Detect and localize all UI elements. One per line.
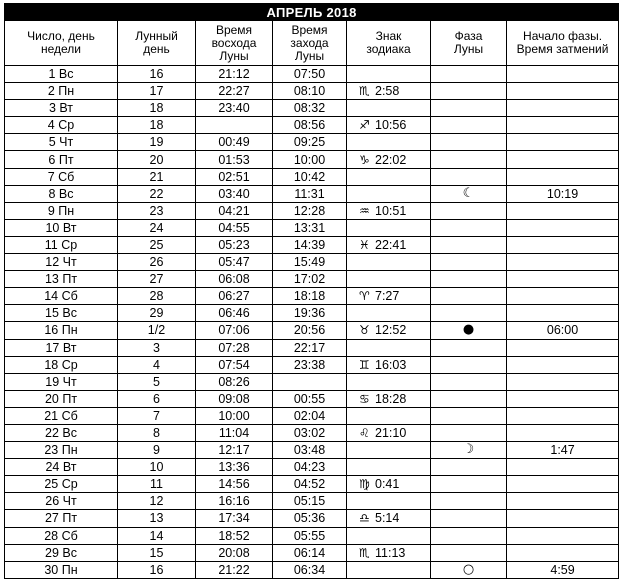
moonset-cell: 10:00	[273, 151, 347, 168]
header-zodiac	[347, 21, 431, 66]
moonset-cell: 08:56	[273, 117, 347, 134]
zodiac-sign-icon: ♌	[359, 426, 370, 441]
phase-time-cell	[507, 168, 619, 185]
zodiac-cell	[347, 168, 431, 185]
phase-time-cell	[507, 356, 619, 373]
moonrise-cell: 06:27	[196, 288, 273, 305]
moon-phase-icon	[431, 66, 507, 83]
zodiac-sign-icon: ♏	[359, 84, 370, 99]
lunar-day-cell: 23	[118, 202, 196, 219]
header-line: Время	[291, 22, 328, 37]
table-row	[5, 390, 619, 407]
lunar-day-cell: 27	[118, 271, 196, 288]
moonset-cell: 08:10	[273, 83, 347, 100]
moonset-cell: 05:15	[273, 493, 347, 510]
lunar-day-cell: 8	[118, 424, 196, 441]
lunar-calendar-table	[4, 3, 619, 579]
moon-phase-icon	[431, 219, 507, 236]
moonrise-cell: 04:21	[196, 202, 273, 219]
table-row	[5, 527, 619, 544]
header-moonrise	[196, 21, 273, 66]
moon-phase-icon	[431, 510, 507, 527]
table-row	[5, 100, 619, 117]
moon-phase-icon	[431, 356, 507, 373]
moonrise-cell: 23:40	[196, 100, 273, 117]
moonset-cell: 14:39	[273, 236, 347, 253]
moonrise-cell: 07:28	[196, 339, 273, 356]
day-cell: 17 Вт	[5, 339, 118, 356]
zodiac-cell	[347, 459, 431, 476]
calendar-wrapper	[4, 3, 619, 579]
moonset-cell: 02:04	[273, 407, 347, 424]
zodiac-cell	[347, 305, 431, 322]
table-row	[5, 544, 619, 561]
lunar-day-cell: 6	[118, 390, 196, 407]
table-row	[5, 339, 619, 356]
lunar-day-cell: 4	[118, 356, 196, 373]
phase-time-cell	[507, 288, 619, 305]
zodiac-cell	[347, 83, 431, 100]
day-cell: 8 Вс	[5, 185, 118, 202]
day-cell: 16 Пн	[5, 322, 118, 339]
zodiac-sign-icon: ♑	[359, 152, 370, 167]
lunar-day-cell: 18	[118, 100, 196, 117]
moonrise-cell: 13:36	[196, 459, 273, 476]
day-cell: 27 Пт	[5, 510, 118, 527]
zodiac-cell	[347, 356, 431, 373]
lunar-day-cell: 25	[118, 236, 196, 253]
lunar-day-cell: 18	[118, 117, 196, 134]
table-row	[5, 134, 619, 151]
table-row	[5, 407, 619, 424]
table-body	[5, 66, 619, 579]
moonset-cell: 18:18	[273, 288, 347, 305]
phase-time-cell	[507, 527, 619, 544]
moonset-cell	[273, 373, 347, 390]
moonset-cell: 15:49	[273, 254, 347, 271]
moonrise-cell: 08:26	[196, 373, 273, 390]
lunar-day-cell: 3	[118, 339, 196, 356]
header-moonset	[273, 21, 347, 66]
moonrise-cell: 09:08	[196, 390, 273, 407]
header-line: зодиака	[366, 42, 411, 56]
day-cell: 10 Вт	[5, 219, 118, 236]
moonrise-cell: 03:40	[196, 185, 273, 202]
moon-phase-icon	[431, 305, 507, 322]
moon-phase-icon: ☾	[431, 185, 507, 202]
phase-time-cell	[507, 100, 619, 117]
table-row	[5, 356, 619, 373]
moon-phase-icon	[431, 339, 507, 356]
phase-time-cell	[507, 459, 619, 476]
phase-time-cell	[507, 236, 619, 253]
zodiac-cell	[347, 254, 431, 271]
title-row	[5, 4, 619, 21]
phase-time-cell	[507, 510, 619, 527]
day-cell: 19 Чт	[5, 373, 118, 390]
header-line: Число, день	[27, 29, 95, 43]
day-cell: 4 Ср	[5, 117, 118, 134]
moonset-cell: 17:02	[273, 271, 347, 288]
phase-time-cell	[507, 493, 619, 510]
moon-phase-icon	[431, 459, 507, 476]
day-cell: 3 Вт	[5, 100, 118, 117]
phase-time-cell	[507, 339, 619, 356]
lunar-day-cell: 20	[118, 151, 196, 168]
zodiac-time: 0:41	[375, 477, 400, 492]
zodiac-sign-icon: ♏	[359, 545, 370, 560]
table-row	[5, 271, 619, 288]
table-row	[5, 493, 619, 510]
zodiac-cell	[347, 100, 431, 117]
zodiac-time: 10:56	[375, 118, 407, 133]
lunar-day-cell: 5	[118, 373, 196, 390]
moon-phase-icon	[431, 134, 507, 151]
day-cell: 29 Вс	[5, 544, 118, 561]
day-cell: 23 Пн	[5, 442, 118, 459]
header-line: Луны	[453, 42, 484, 56]
header-line: день	[143, 42, 170, 56]
moon-phase-icon	[431, 390, 507, 407]
moon-phase-icon	[431, 202, 507, 219]
moon-phase-icon: ●	[431, 322, 507, 339]
moonset-cell: 04:52	[273, 476, 347, 493]
zodiac-cell	[347, 527, 431, 544]
moonrise-cell: 18:52	[196, 527, 273, 544]
table-row	[5, 442, 619, 459]
moonrise-cell: 05:47	[196, 254, 273, 271]
moon-phase-icon	[431, 424, 507, 441]
header-phase-start	[507, 21, 619, 66]
moonset-cell: 13:31	[273, 219, 347, 236]
table-row	[5, 219, 619, 236]
phase-time-cell	[507, 151, 619, 168]
phase-time-cell	[507, 390, 619, 407]
zodiac-cell	[347, 510, 431, 527]
day-cell: 20 Пт	[5, 390, 118, 407]
moon-phase-icon: ☽	[431, 442, 507, 459]
moon-phase-icon	[431, 83, 507, 100]
moon-phase-icon	[431, 168, 507, 185]
lunar-day-cell: 13	[118, 510, 196, 527]
day-cell: 24 Вт	[5, 459, 118, 476]
lunar-day-cell: 21	[118, 168, 196, 185]
moonset-cell: 08:32	[273, 100, 347, 117]
header-line: восхода	[211, 35, 257, 50]
header-day	[5, 21, 118, 66]
day-cell: 2 Пн	[5, 83, 118, 100]
zodiac-sign-icon: ♉	[359, 323, 370, 338]
day-cell: 30 Пн	[5, 561, 118, 578]
day-cell: 9 Пн	[5, 202, 118, 219]
moonrise-cell: 16:16	[196, 493, 273, 510]
zodiac-time: 22:02	[375, 152, 407, 167]
lunar-day-cell: 17	[118, 83, 196, 100]
lunar-day-cell: 19	[118, 134, 196, 151]
zodiac-cell	[347, 339, 431, 356]
moonset-cell: 11:31	[273, 185, 347, 202]
zodiac-time: 11:13	[375, 545, 406, 560]
moonrise-cell: 07:54	[196, 356, 273, 373]
moonrise-cell: 06:08	[196, 271, 273, 288]
zodiac-cell	[347, 544, 431, 561]
day-cell: 6 Пт	[5, 151, 118, 168]
table-row	[5, 288, 619, 305]
header-moon-phase	[431, 21, 507, 66]
moonset-cell: 19:36	[273, 305, 347, 322]
moonrise-cell: 20:08	[196, 544, 273, 561]
table-row	[5, 373, 619, 390]
lunar-day-cell: 16	[118, 561, 196, 578]
zodiac-cell	[347, 424, 431, 441]
zodiac-cell	[347, 219, 431, 236]
phase-time-cell	[507, 117, 619, 134]
lunar-day-cell: 12	[118, 493, 196, 510]
moonset-cell: 20:56	[273, 322, 347, 339]
table-row	[5, 510, 619, 527]
zodiac-time: 21:10	[375, 426, 407, 441]
moonset-cell: 09:25	[273, 134, 347, 151]
moonrise-cell: 11:04	[196, 424, 273, 441]
lunar-day-cell: 16	[118, 66, 196, 83]
day-cell: 21 Сб	[5, 407, 118, 424]
day-cell: 7 Сб	[5, 168, 118, 185]
header-line: Знак	[375, 29, 402, 43]
moonset-cell: 10:42	[273, 168, 347, 185]
zodiac-time: 2:58	[375, 84, 400, 99]
lunar-day-cell: 22	[118, 185, 196, 202]
lunar-day-cell: 15	[118, 544, 196, 561]
zodiac-cell	[347, 151, 431, 168]
phase-time-cell: 1:47	[507, 442, 619, 459]
moon-phase-icon	[431, 254, 507, 271]
phase-time-cell	[507, 544, 619, 561]
table-row	[5, 83, 619, 100]
zodiac-time: 22:41	[375, 237, 407, 252]
zodiac-cell	[347, 271, 431, 288]
phase-time-cell	[507, 66, 619, 83]
header-lunar-day	[118, 21, 196, 66]
moonrise-cell: 12:17	[196, 442, 273, 459]
header-line: захода	[290, 35, 329, 50]
zodiac-cell	[347, 236, 431, 253]
moon-phase-icon	[431, 288, 507, 305]
moonrise-cell: 21:22	[196, 561, 273, 578]
header-line: Фаза	[454, 29, 483, 43]
phase-time-cell	[507, 219, 619, 236]
moon-phase-icon	[431, 544, 507, 561]
zodiac-cell	[347, 476, 431, 493]
lunar-day-cell: 7	[118, 407, 196, 424]
table-row	[5, 151, 619, 168]
moon-phase-icon	[431, 151, 507, 168]
zodiac-sign-icon: ♍	[359, 477, 370, 492]
zodiac-cell	[347, 66, 431, 83]
lunar-day-cell: 26	[118, 254, 196, 271]
phase-time-cell	[507, 271, 619, 288]
header-line: Начало фазы.	[523, 29, 603, 43]
zodiac-time: 18:28	[375, 391, 407, 406]
table-row	[5, 254, 619, 271]
moonrise-cell: 06:46	[196, 305, 273, 322]
moonrise-cell: 00:49	[196, 134, 273, 151]
phase-time-cell	[507, 134, 619, 151]
zodiac-cell	[347, 373, 431, 390]
zodiac-sign-icon: ♒	[359, 203, 370, 218]
moonrise-cell: 14:56	[196, 476, 273, 493]
moonrise-cell: 04:55	[196, 219, 273, 236]
zodiac-sign-icon: ♓	[359, 237, 370, 252]
table-row	[5, 305, 619, 322]
moonrise-cell	[196, 117, 273, 134]
table-row	[5, 476, 619, 493]
day-cell: 15 Вс	[5, 305, 118, 322]
moonset-cell: 03:48	[273, 442, 347, 459]
moon-phase-icon	[431, 373, 507, 390]
day-cell: 14 Сб	[5, 288, 118, 305]
zodiac-time: 5:14	[375, 511, 400, 526]
zodiac-sign-icon: ♐	[359, 118, 370, 133]
moonset-cell: 12:28	[273, 202, 347, 219]
phase-time-cell	[507, 83, 619, 100]
moonset-cell: 22:17	[273, 339, 347, 356]
zodiac-cell	[347, 117, 431, 134]
zodiac-time: 7:27	[375, 289, 400, 304]
moonset-cell: 03:02	[273, 424, 347, 441]
phase-time-cell	[507, 407, 619, 424]
header-line: Луны	[219, 48, 249, 63]
moon-phase-icon	[431, 527, 507, 544]
zodiac-cell	[347, 390, 431, 407]
zodiac-cell	[347, 407, 431, 424]
moonrise-cell: 22:27	[196, 83, 273, 100]
table-row	[5, 168, 619, 185]
header-line: Время затмений	[516, 42, 609, 56]
lunar-day-cell: 14	[118, 527, 196, 544]
moon-phase-icon	[431, 493, 507, 510]
day-cell: 18 Ср	[5, 356, 118, 373]
phase-time-cell: 4:59	[507, 561, 619, 578]
zodiac-sign-icon: ♊	[359, 357, 370, 372]
zodiac-cell	[347, 322, 431, 339]
moonset-cell: 00:55	[273, 390, 347, 407]
header-line: Лунный	[135, 29, 178, 43]
zodiac-cell	[347, 202, 431, 219]
moon-phase-icon	[431, 236, 507, 253]
day-cell: 22 Вс	[5, 424, 118, 441]
day-cell: 11 Ср	[5, 236, 118, 253]
phase-time-cell	[507, 424, 619, 441]
day-cell: 5 Чт	[5, 134, 118, 151]
zodiac-time: 12:52	[375, 323, 407, 338]
phase-time-cell	[507, 254, 619, 271]
moonset-cell: 05:55	[273, 527, 347, 544]
moonset-cell: 04:23	[273, 459, 347, 476]
moonrise-cell: 17:34	[196, 510, 273, 527]
day-cell: 28 Сб	[5, 527, 118, 544]
table-row	[5, 117, 619, 134]
moon-phase-icon: ○	[431, 561, 507, 578]
moon-phase-icon	[431, 407, 507, 424]
header-line: недели	[40, 42, 82, 56]
moonrise-cell: 10:00	[196, 407, 273, 424]
table-row	[5, 66, 619, 83]
moonset-cell: 07:50	[273, 66, 347, 83]
table-row	[5, 459, 619, 476]
table-row	[5, 202, 619, 219]
zodiac-cell	[347, 288, 431, 305]
table-row	[5, 322, 619, 339]
zodiac-time: 16:03	[375, 357, 407, 372]
moonrise-cell: 01:53	[196, 151, 273, 168]
moon-phase-icon	[431, 271, 507, 288]
moonset-cell: 06:34	[273, 561, 347, 578]
lunar-day-cell: 1/2	[118, 322, 196, 339]
moon-phase-icon	[431, 100, 507, 117]
header-row	[5, 21, 619, 66]
lunar-day-cell: 29	[118, 305, 196, 322]
day-cell: 12 Чт	[5, 254, 118, 271]
day-cell: 13 Пт	[5, 271, 118, 288]
phase-time-cell	[507, 202, 619, 219]
header-line: Время	[215, 22, 253, 37]
table-row	[5, 185, 619, 202]
zodiac-sign-icon: ♈	[359, 289, 370, 304]
table-row	[5, 236, 619, 253]
zodiac-cell	[347, 442, 431, 459]
moonset-cell: 06:14	[273, 544, 347, 561]
lunar-day-cell: 11	[118, 476, 196, 493]
zodiac-cell	[347, 493, 431, 510]
moon-phase-icon	[431, 117, 507, 134]
zodiac-time: 10:51	[375, 203, 407, 218]
moonrise-cell: 21:12	[196, 66, 273, 83]
day-cell: 25 Ср	[5, 476, 118, 493]
phase-time-cell	[507, 305, 619, 322]
lunar-day-cell: 28	[118, 288, 196, 305]
moonset-cell: 23:38	[273, 356, 347, 373]
phase-time-cell: 10:19	[507, 185, 619, 202]
phase-time-cell	[507, 476, 619, 493]
lunar-day-cell: 9	[118, 442, 196, 459]
phase-time-cell: 06:00	[507, 322, 619, 339]
day-cell: 26 Чт	[5, 493, 118, 510]
table-title: АПРЕЛЬ 2018	[5, 4, 619, 21]
moon-phase-icon	[431, 476, 507, 493]
zodiac-sign-icon: ♋	[359, 391, 370, 406]
moonrise-cell: 07:06	[196, 322, 273, 339]
lunar-day-cell: 10	[118, 459, 196, 476]
table-row	[5, 424, 619, 441]
moonrise-cell: 02:51	[196, 168, 273, 185]
zodiac-sign-icon: ♎	[359, 511, 370, 526]
phase-time-cell	[507, 373, 619, 390]
zodiac-cell	[347, 185, 431, 202]
header-line: Луны	[294, 48, 325, 63]
moonrise-cell: 05:23	[196, 236, 273, 253]
moonset-cell: 05:36	[273, 510, 347, 527]
lunar-day-cell: 24	[118, 219, 196, 236]
day-cell: 1 Вс	[5, 66, 118, 83]
zodiac-cell	[347, 134, 431, 151]
